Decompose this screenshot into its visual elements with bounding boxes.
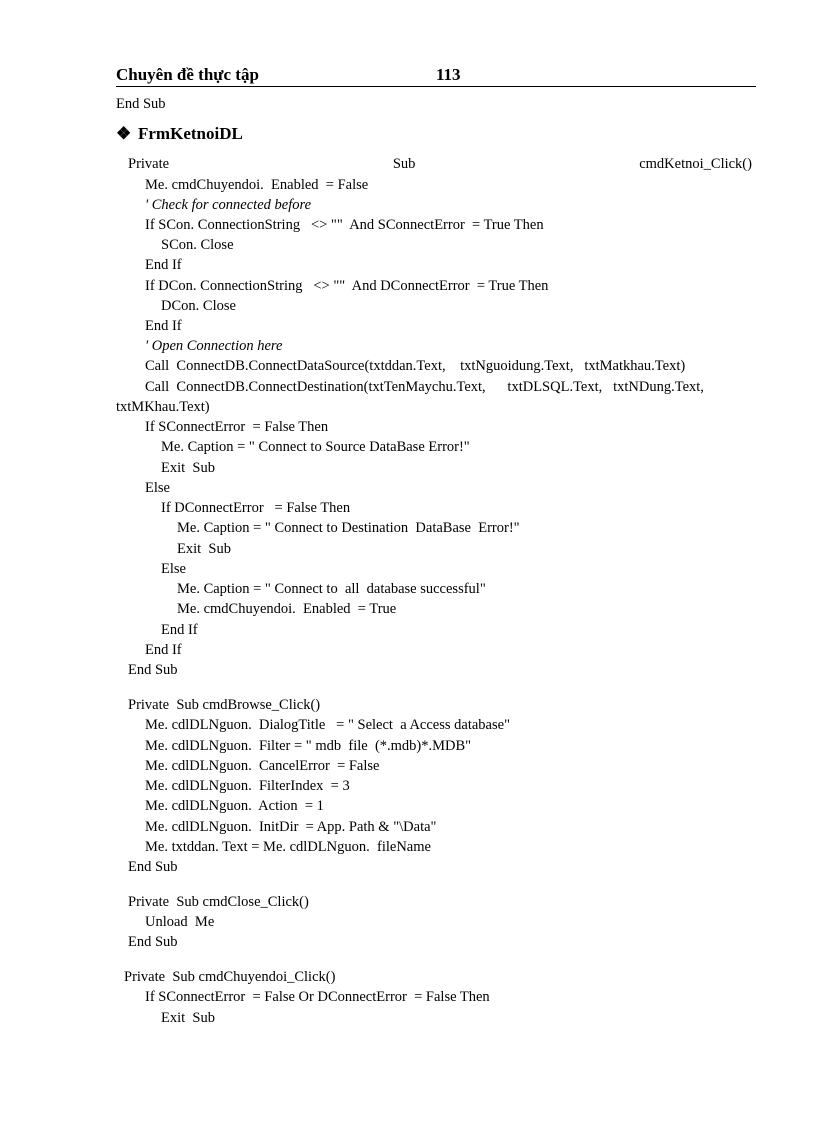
code-word: Sub (392, 156, 416, 172)
code-line: End Sub (116, 96, 166, 112)
code-line: Unload Me (145, 914, 215, 930)
document-title: Chuyên đề thực tập (116, 65, 259, 84)
code-line: DCon. Close (161, 298, 236, 314)
code-line: Me. cdlDLNguon. DialogTitle = " Select a Access database" (145, 717, 510, 733)
code-line: Private Sub cmdClose_Click() (128, 894, 309, 910)
code-line: Me. cmdChuyendoi. Enabled = False (145, 177, 369, 193)
code-line: Private Sub cmdChuyendoi_Click() (124, 969, 336, 985)
code-line: Private Sub cmdBrowse_Click() (128, 697, 321, 713)
code-line: Me. cdlDLNguon. Action = 1 (145, 798, 324, 814)
code-line: If SConnectError = False Then (145, 419, 329, 435)
code-word: cmdKetnoi_Click() (639, 156, 752, 172)
code-line: Me. cdlDLNguon. InitDir = App. Path & "\Data" (145, 819, 437, 835)
code-line: Exit Sub (177, 541, 231, 557)
code-line: Me. Caption = " Connect to Destination DataBase Error!" (177, 520, 520, 536)
code-comment: ' Open Connection here (145, 338, 283, 354)
code-line: txtMKhau.Text) (116, 399, 210, 415)
bullet-icon: ❖ (116, 124, 132, 143)
code-line: Me. Caption = " Connect to Source DataBase Error!" (161, 439, 470, 455)
code-line: End Sub (128, 662, 178, 678)
code-line: Exit Sub (161, 1010, 215, 1026)
code-line: Call ConnectDB.ConnectDataSource(txtddan.Text, txtNguoidung.Text, txtMatkhau.Text) (145, 358, 686, 374)
code-line: Me. cdlDLNguon. CancelError = False (145, 758, 380, 774)
code-line: Me. cmdChuyendoi. Enabled = True (177, 601, 397, 617)
code-line: Exit Sub (161, 460, 215, 476)
justified-code-line (128, 155, 752, 173)
section-title: FrmKetnoiDL (138, 124, 243, 143)
code-line: If DCon. ConnectionString <> "" And DConnectError = True Then (145, 278, 549, 294)
code-line: Call ConnectDB.ConnectDestination(txtTenMaychu.Text, txtDLSQL.Text, txtNDung.Text, (145, 379, 704, 395)
code-word: Private (128, 156, 170, 172)
code-line: Me. cdlDLNguon. Filter = " mdb file (*.mdb)*.MDB" (145, 738, 472, 754)
code-line: End If (145, 318, 182, 334)
code-line: Me. Caption = " Connect to all database successful" (177, 581, 486, 597)
code-line: If SCon. ConnectionString <> "" And SConnectError = True Then (145, 217, 544, 233)
code-line: Else (161, 561, 186, 577)
page-header (116, 64, 756, 87)
code-comment: ' Check for connected before (145, 197, 312, 213)
code-line: End If (145, 257, 182, 273)
code-line: If DConnectError = False Then (161, 500, 351, 516)
code-line: End If (161, 622, 198, 638)
code-line: Me. txtddan. Text = Me. cdlDLNguon. fileName (145, 839, 431, 855)
code-line: End Sub (128, 859, 178, 875)
page-number: 113 (436, 65, 461, 84)
code-line: End If (145, 642, 182, 658)
section-heading (116, 124, 243, 144)
code-line: SCon. Close (161, 237, 234, 253)
code-line: End Sub (128, 934, 178, 950)
code-line: Else (145, 480, 170, 496)
code-line: Me. cdlDLNguon. FilterIndex = 3 (145, 778, 350, 794)
code-line: If SConnectError = False Or DConnectError = False Then (145, 989, 490, 1005)
